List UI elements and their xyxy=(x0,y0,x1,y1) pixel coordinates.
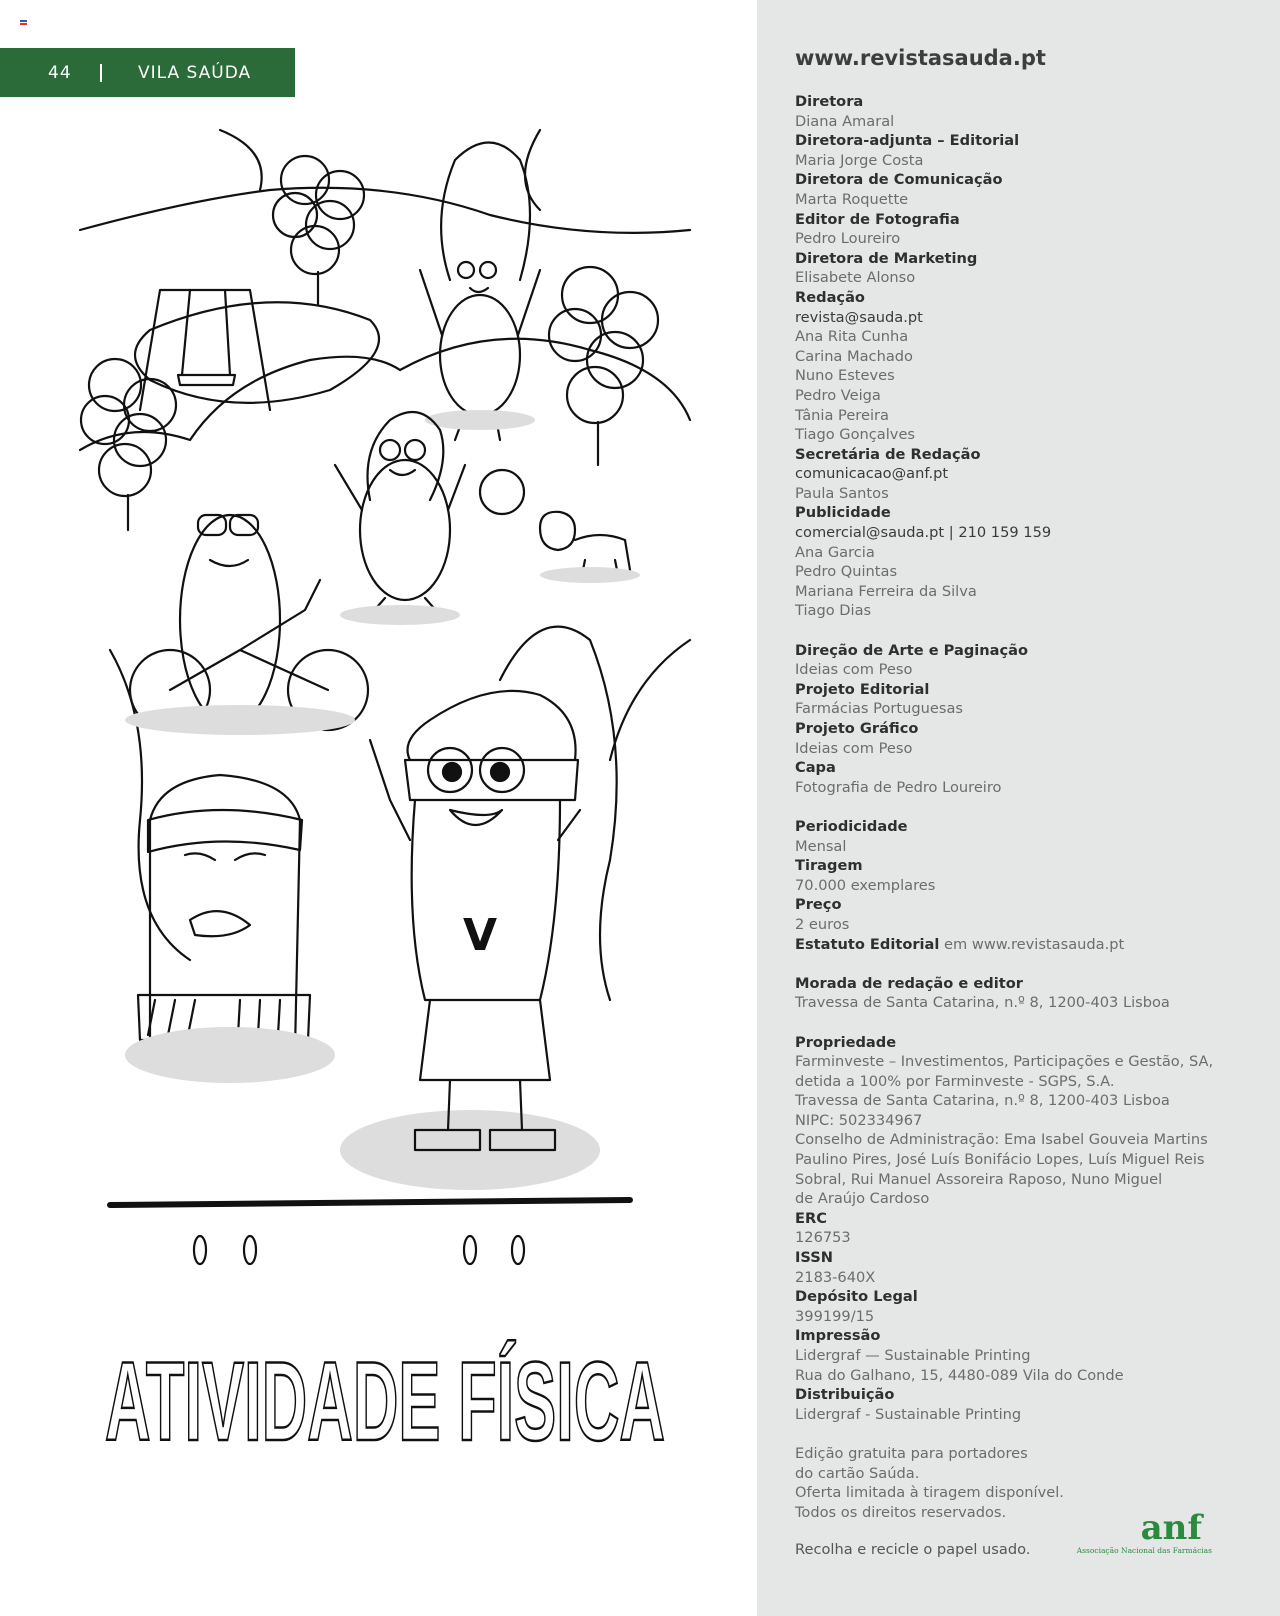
credits-value: Pedro Loureiro xyxy=(795,230,901,248)
credits-label: ERC xyxy=(795,1209,827,1227)
credits-gap xyxy=(795,797,1235,817)
shirt-letter: V xyxy=(462,910,498,961)
credits-gap xyxy=(795,1013,1235,1033)
credits-label: Editor de Fotografia xyxy=(795,210,960,228)
credits-value: comercial@sauda.pt | 210 159 159 xyxy=(795,524,1052,542)
credits-value: 2 euros xyxy=(795,915,850,933)
credits-value: Ideias com Peso xyxy=(795,739,913,757)
swing-seat xyxy=(178,290,235,385)
credits-value: Carina Machado xyxy=(795,347,913,365)
dog xyxy=(540,512,640,583)
credits-value: Nuno Esteves xyxy=(795,367,895,385)
credits-value: Ideias com Peso xyxy=(795,661,913,679)
credits-value: 2183-640X xyxy=(795,1268,876,1286)
credits-value: Farmácias Portuguesas xyxy=(795,700,963,718)
credits-gap xyxy=(795,621,1235,641)
illustration-title: ATIVIDADE FÍSICA xyxy=(105,1339,665,1464)
soccer-ball xyxy=(480,470,524,514)
credits-value: Rua do Galhano, 15, 4480-089 Vila do Conde xyxy=(795,1366,1124,1384)
credits-value: Tiago Gonçalves xyxy=(795,426,916,444)
grumpy-character xyxy=(125,775,335,1083)
section-title: VILA SAÚDA xyxy=(138,62,252,83)
credits-label: Redação xyxy=(795,288,865,306)
credits-value: de Araújo Cardoso xyxy=(795,1190,930,1208)
playground-ring xyxy=(135,302,379,403)
credits-label: Propriedade xyxy=(795,1033,897,1051)
credits-label: Impressão xyxy=(795,1327,881,1345)
credits-value: detida a 100% por Farminveste - SGPS, S.A. xyxy=(795,1072,1115,1090)
credits-label: Publicidade xyxy=(795,504,891,522)
credits-value: 70.000 exemplares xyxy=(795,876,936,894)
credits-gap xyxy=(795,1424,1235,1444)
credits-label: ISSN xyxy=(795,1249,834,1267)
credits-value: NIPC: 502334967 xyxy=(795,1111,923,1129)
credits-value: Paulino Pires, José Luís Bonifácio Lopes, Luís Miguel Reis xyxy=(795,1151,1205,1169)
credits-value: 399199/15 xyxy=(795,1307,875,1325)
credits-label: Projeto Gráfico xyxy=(795,720,919,737)
credits-label: Periodicidade xyxy=(795,817,908,835)
credits-label: Preço xyxy=(795,896,842,914)
credits-label: Distribuição xyxy=(795,1386,895,1404)
credits-value: Pedro Quintas xyxy=(795,563,898,581)
road-right xyxy=(610,640,690,760)
credits-label: Diretora de Comunicação xyxy=(795,171,1003,189)
corner-flag-mark xyxy=(20,20,27,27)
anf-logo-subtitle: Associação Nacional das Farmácias xyxy=(1076,1546,1212,1555)
credits-value: Tiago Dias xyxy=(795,602,872,620)
credits-value: Mariana Ferreira da Silva xyxy=(795,582,977,600)
credits-value: em www.revistasauda.pt xyxy=(939,935,1125,953)
credits-label: Depósito Legal xyxy=(795,1288,918,1306)
credits-value: Oferta limitada à tiragem disponível. xyxy=(795,1484,1064,1502)
ball-character xyxy=(335,412,465,625)
anf-logo-word: anf xyxy=(1140,1508,1202,1548)
cloud-right xyxy=(525,130,540,210)
credits-list xyxy=(795,92,1235,1522)
credits-label: Morada de redação e editor xyxy=(795,974,1023,992)
credits-value: Mensal xyxy=(795,837,847,855)
credits-value: do cartão Saúda. xyxy=(795,1464,920,1482)
credits-label: Projeto Editorial xyxy=(795,680,930,698)
credits-value: Farminveste – Investimentos, Participações e Gestão, SA, xyxy=(795,1053,1214,1071)
credits-value: Elisabete Alonso xyxy=(795,269,916,287)
page-number: 44 xyxy=(48,62,72,83)
swing-frame xyxy=(140,290,270,410)
credits-value: Marta Roquette xyxy=(795,190,909,208)
credits-label: Secretária de Redação xyxy=(795,445,981,463)
credits-value: Travessa de Santa Catarina, n.º 8, 1200-403 Lisboa xyxy=(795,994,1170,1012)
hill-line xyxy=(80,188,690,233)
site-url: www.revistasauda.pt xyxy=(795,46,1046,70)
title-underline xyxy=(110,1200,630,1205)
jumping-character xyxy=(420,143,540,441)
credits-value: Diana Amaral xyxy=(795,112,895,130)
credits-label: Estatuto Editorial xyxy=(795,935,940,953)
anf-logo xyxy=(1060,1508,1220,1558)
credits-label: Diretora-adjunta – Editorial xyxy=(795,132,1020,150)
credits-value: comunicacao@anf.pt xyxy=(795,465,949,483)
credits-label: Tiragem xyxy=(795,857,863,875)
credits-value: Edição gratuita para portadores xyxy=(795,1444,1028,1462)
credits-value: revista@sauda.pt xyxy=(795,308,923,326)
credits-value: Pedro Veiga xyxy=(795,386,881,404)
credits-line xyxy=(795,935,1235,955)
credits-value: Fotografia de Pedro Loureiro xyxy=(795,778,1002,796)
recycle-note: Recolha e recicle o papel usado. xyxy=(795,1541,1031,1558)
bike-character xyxy=(125,515,368,735)
cloud-left xyxy=(220,130,262,190)
credits-value: Lidergraf — Sustainable Printing xyxy=(795,1347,1031,1364)
credits-value: Paula Santos xyxy=(795,484,889,502)
main-girl-character xyxy=(340,627,617,1190)
credits-gap xyxy=(795,954,1235,974)
credits-value: Todos os direitos reservados. xyxy=(795,1503,1007,1521)
credits-value: 126753 xyxy=(795,1229,851,1247)
header-separator xyxy=(100,64,102,82)
tree-top xyxy=(273,156,364,305)
credits-value: Maria Jorge Costa xyxy=(795,151,924,169)
credits-value: Sobral, Rui Manuel Assoreira Raposo, Nuno Miguel xyxy=(795,1170,1163,1188)
credits-value: Ana Rita Cunha xyxy=(795,328,909,346)
credits-label: Capa xyxy=(795,759,836,777)
credits-value: Tânia Pereira xyxy=(795,406,889,424)
credits-label: Diretora de Marketing xyxy=(795,249,978,267)
credits-label: Direção de Arte e Paginação xyxy=(795,641,1029,659)
section-header-band xyxy=(0,48,295,97)
credits-label: Diretora xyxy=(795,93,864,110)
credits-value: Ana Garcia xyxy=(795,543,875,561)
credits-value: Travessa de Santa Catarina, n.º 8, 1200-403 Lisboa xyxy=(795,1092,1170,1110)
credits-value: Lidergraf - Sustainable Printing xyxy=(795,1405,1022,1423)
credits-value: Conselho de Administração: Ema Isabel Gouveia Martins xyxy=(795,1131,1208,1149)
coloring-illustration xyxy=(70,120,700,1520)
tree-right xyxy=(549,267,658,465)
